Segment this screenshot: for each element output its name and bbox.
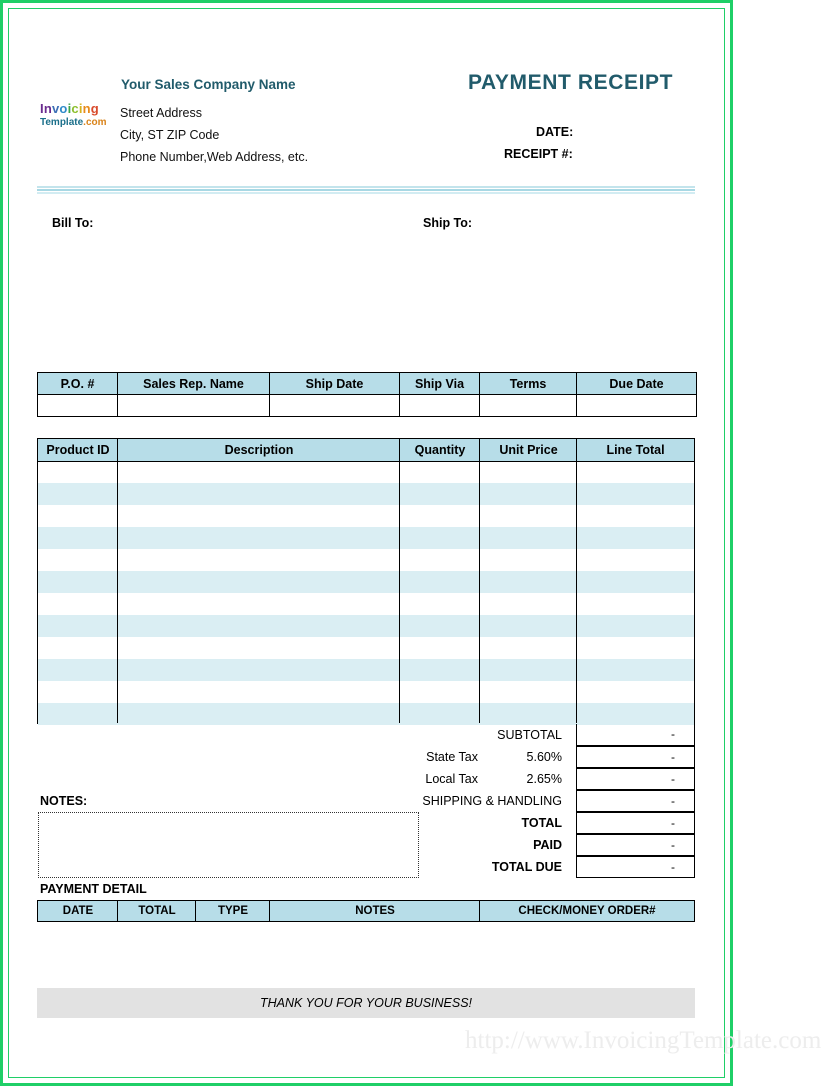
state-tax-label: State Tax [426,750,478,764]
due-date-cell[interactable] [577,395,697,417]
thank-you-banner: THANK YOU FOR YOUR BUSINESS! [37,988,695,1018]
total-due-value[interactable]: - [576,856,695,878]
payment-date-header: DATE [62,905,94,917]
column-divider [399,439,400,723]
quantity-header: Quantity [414,443,466,457]
column-divider [117,901,118,921]
terms-cell[interactable] [480,395,577,417]
due-date-header: Due Date [577,373,697,395]
line-items-table [37,438,695,724]
watermark-url: http://www.InvoicingTemplate.com [465,1027,821,1054]
order-info-table [37,372,697,417]
shipping-handling-label: SHIPPING & HANDLING [422,794,562,808]
state-tax-value[interactable]: - [576,746,695,768]
product-id-header: Product ID [46,443,110,457]
ship-date-cell[interactable] [270,395,400,417]
bill-to-label: Bill To: [52,216,94,230]
check-money-order-header: CHECK/MONEY ORDER# [518,905,656,917]
table-row[interactable] [38,527,694,549]
local-tax-label: Local Tax [425,772,478,786]
local-tax-value[interactable]: - [576,768,695,790]
payment-detail-label: PAYMENT DETAIL [40,882,147,896]
table-row[interactable] [38,703,694,725]
logo-line2: Template.com [40,117,107,128]
local-tax-rate[interactable]: 2.65% [526,772,562,786]
subtotal-value[interactable]: - [576,724,695,746]
sales-rep-header: Sales Rep. Name [118,373,270,395]
state-tax-rate[interactable]: 5.60% [526,750,562,764]
ship-via-header: Ship Via [400,373,480,395]
column-divider [479,901,480,921]
ship-date-header: Ship Date [270,373,400,395]
payment-type-header: TYPE [217,905,249,917]
column-divider [117,439,118,723]
shipping-handling-value[interactable]: - [576,790,695,812]
subtotal-label: SUBTOTAL [497,728,562,742]
receipt-number-label: RECEIPT #: [504,147,573,161]
ship-to-label: Ship To: [423,216,473,230]
column-divider [269,901,270,921]
total-label: TOTAL [521,816,562,830]
city-state-zip: City, ST ZIP Code [120,128,220,142]
payment-detail-header [37,900,695,922]
table-row[interactable] [38,615,694,637]
terms-header: Terms [480,373,577,395]
table-row[interactable] [38,483,694,505]
total-due-label: TOTAL DUE [491,860,562,874]
column-divider [195,901,196,921]
po-number-header: P.O. # [38,373,118,395]
sales-rep-cell[interactable] [118,395,270,417]
header-separator [37,185,695,197]
table-row[interactable] [38,659,694,681]
description-header: Description [224,443,294,457]
total-value[interactable]: - [576,812,695,834]
contact-info: Phone Number,Web Address, etc. [120,150,309,164]
date-label: DATE: [536,125,574,139]
line-items-header [38,439,694,462]
paid-value[interactable]: - [576,834,695,856]
payment-notes-header: NOTES [355,905,395,917]
po-number-cell[interactable] [38,395,118,417]
notes-label: NOTES: [40,794,88,808]
document-title: PAYMENT RECEIPT [468,71,674,94]
column-divider [479,439,480,723]
unit-price-header: Unit Price [499,443,558,457]
company-name: Your Sales Company Name [121,77,296,92]
table-row[interactable] [38,571,694,593]
company-logo [40,101,116,128]
logo-line1: Invoicing [40,101,99,116]
line-total-header: Line Total [606,443,665,457]
column-divider [576,439,577,723]
notes-field[interactable] [38,812,419,878]
street-address: Street Address [120,106,202,120]
payment-total-header: TOTAL [138,905,176,917]
paid-label: PAID [533,838,562,852]
ship-via-cell[interactable] [400,395,480,417]
